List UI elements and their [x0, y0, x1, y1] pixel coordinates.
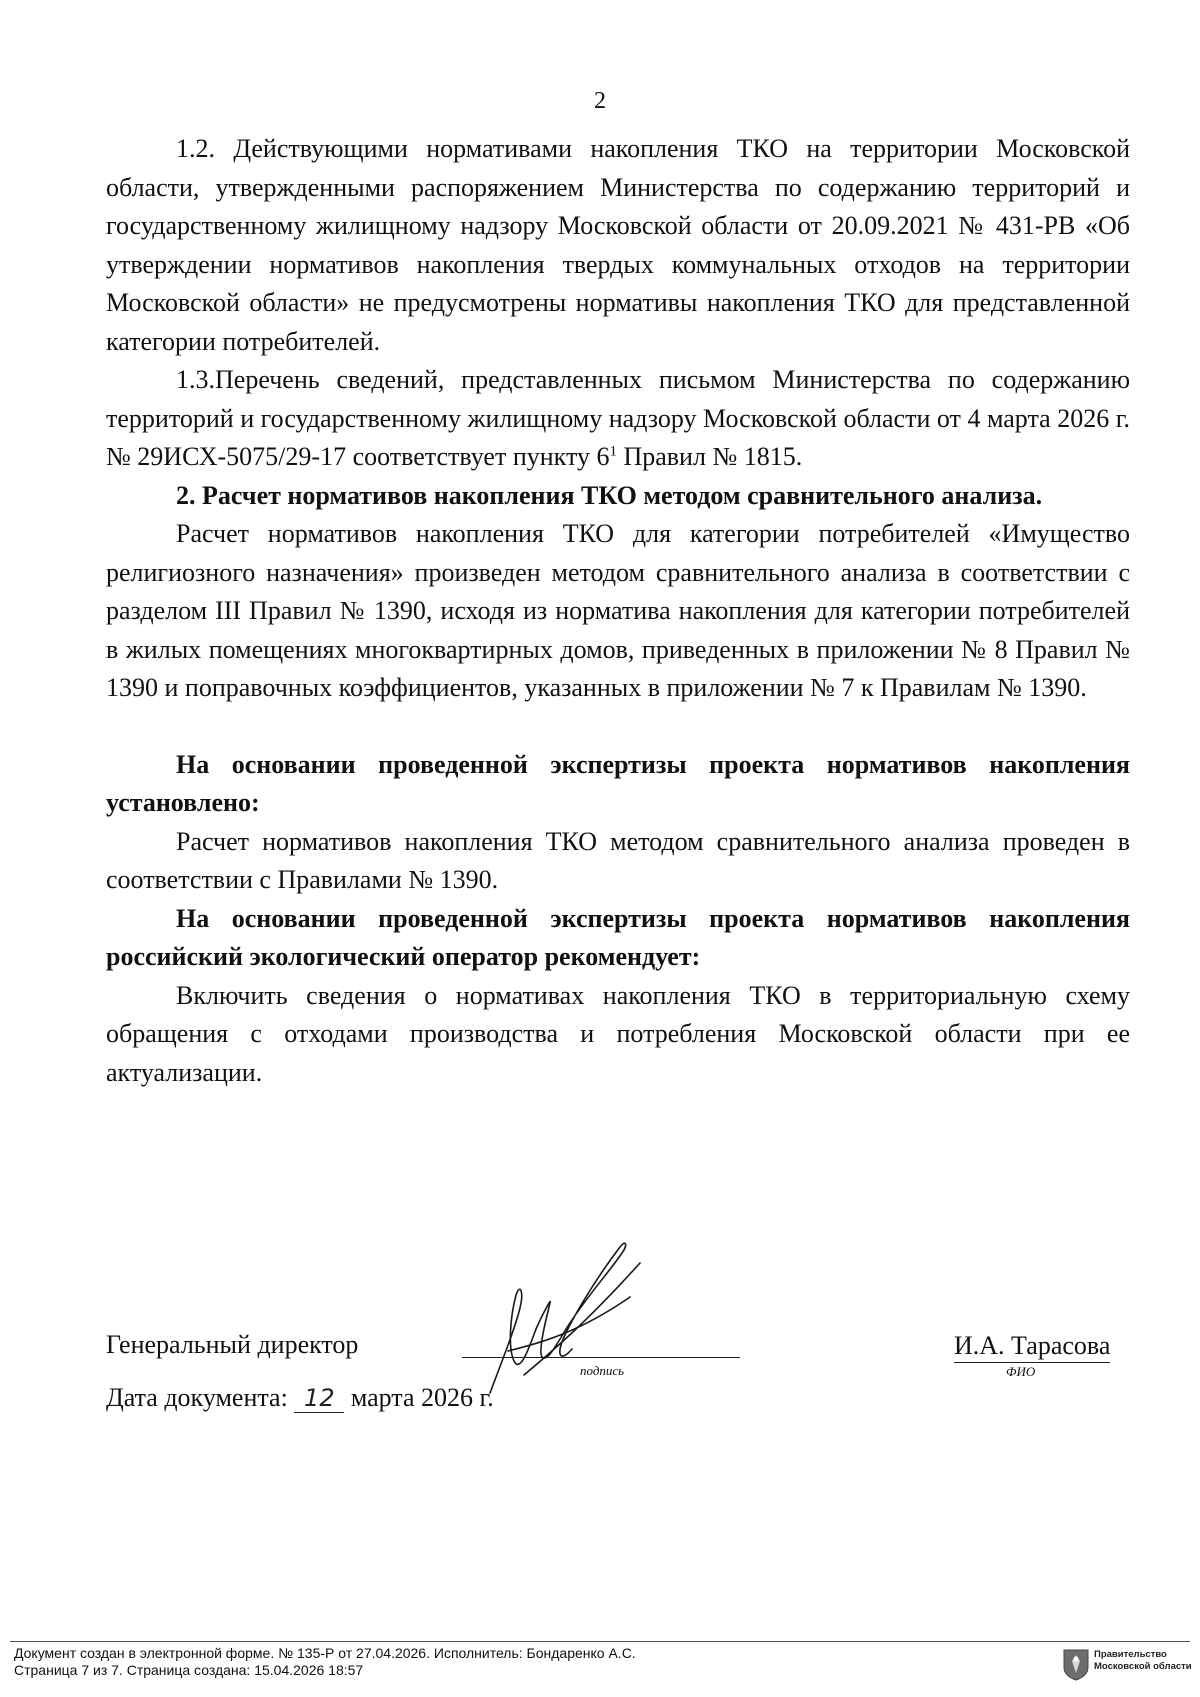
footer-org-line-2: Московской области	[1094, 1661, 1192, 1672]
coat-of-arms-icon	[1062, 1647, 1090, 1681]
date-label: Дата документа:	[106, 1383, 288, 1412]
handwritten-signature-icon	[480, 1233, 650, 1403]
signatory-name: И.А. Тарасова	[954, 1330, 1110, 1363]
footer	[14, 1645, 636, 1679]
conclusion-2-heading: На основании проведенной экспертизы проекта нормативов накопления российский экологический оператор рекомендует:	[106, 903, 1130, 971]
document-body	[106, 130, 1130, 1092]
section-2-heading: 2. Расчет нормативов накопления ТКО методом сравнительного анализа.	[176, 480, 1043, 510]
signature-line-caption: подпись	[580, 1363, 625, 1378]
name-caption: ФИО	[1006, 1364, 1036, 1379]
signatory-role: Генеральный директор	[106, 1330, 359, 1359]
date-day-handwritten: 12	[294, 1384, 344, 1413]
footer-divider	[10, 1641, 1190, 1642]
footer-line-2: Страница 7 из 7. Страница создана: 15.04.2026 18:57	[14, 1662, 364, 1678]
footer-organization	[1094, 1649, 1192, 1673]
paragraph-1-2: 1.2. Действующими нормативами накопления ТКО на территории Московской области, утвержденными распоряжением Министерства по содержанию территорий и государственному жилищному надзору Московской области от 20.09.2021 № 431-РВ «Об утверждении нормативов накопления твердых коммунальных отходов на территории Московской области» не предусмотрены нормативы накопления ТКО для представленной категории потребителей.	[106, 134, 1130, 356]
conclusion-2-body: Включить сведения о нормативах накопления ТКО в территориальную схему обращения с отходами производства и потребления Московской области при ее актуализации.	[106, 980, 1130, 1087]
signature-line	[462, 1357, 740, 1358]
paragraph-1-3-superscript: 1	[609, 443, 617, 460]
document-date	[106, 1383, 494, 1413]
paragraph-1-3-tail: Правил № 1815.	[616, 442, 803, 471]
section-2-body: Расчет нормативов накопления ТКО для категории потребителей «Имущество религиозного назначения» произведен методом сравнительного анализа в соответствии с разделом III Правил № 1390, исходя из норматива накопления для категории потребителей в жилых помещениях многоквартирных домов, приведенных в приложении № 8 Правил № 1390 и поправочных коэффициентов, указанных в приложении № 7 к Правилам № 1390.	[106, 519, 1130, 702]
paragraph-1-3-text: 1.3.Перечень сведений, представленных письмом Министерства по содержанию территорий и государственному жилищному надзору Московской области от 4 марта 2026 г. № 29ИСХ-5075/29-17 соответствует пункту 6	[106, 365, 1130, 471]
page-number: 2	[594, 88, 606, 114]
paragraph-1-3	[106, 361, 1130, 477]
conclusion-1-body: Расчет нормативов накопления ТКО методом сравнительного анализа проведен в соответствии с Правилами № 1390.	[106, 826, 1130, 894]
date-month-year: марта 2026 г.	[350, 1383, 494, 1412]
conclusion-1-heading: На основании проведенной экспертизы проекта нормативов накопления установлено:	[106, 749, 1130, 817]
spacer	[106, 708, 1130, 746]
footer-line-1: Документ создан в электронной форме. № 135-Р от 27.04.2026. Исполнитель: Бондаренко А.С.	[14, 1645, 636, 1661]
footer-org-line-1: Правительство	[1094, 1649, 1167, 1660]
